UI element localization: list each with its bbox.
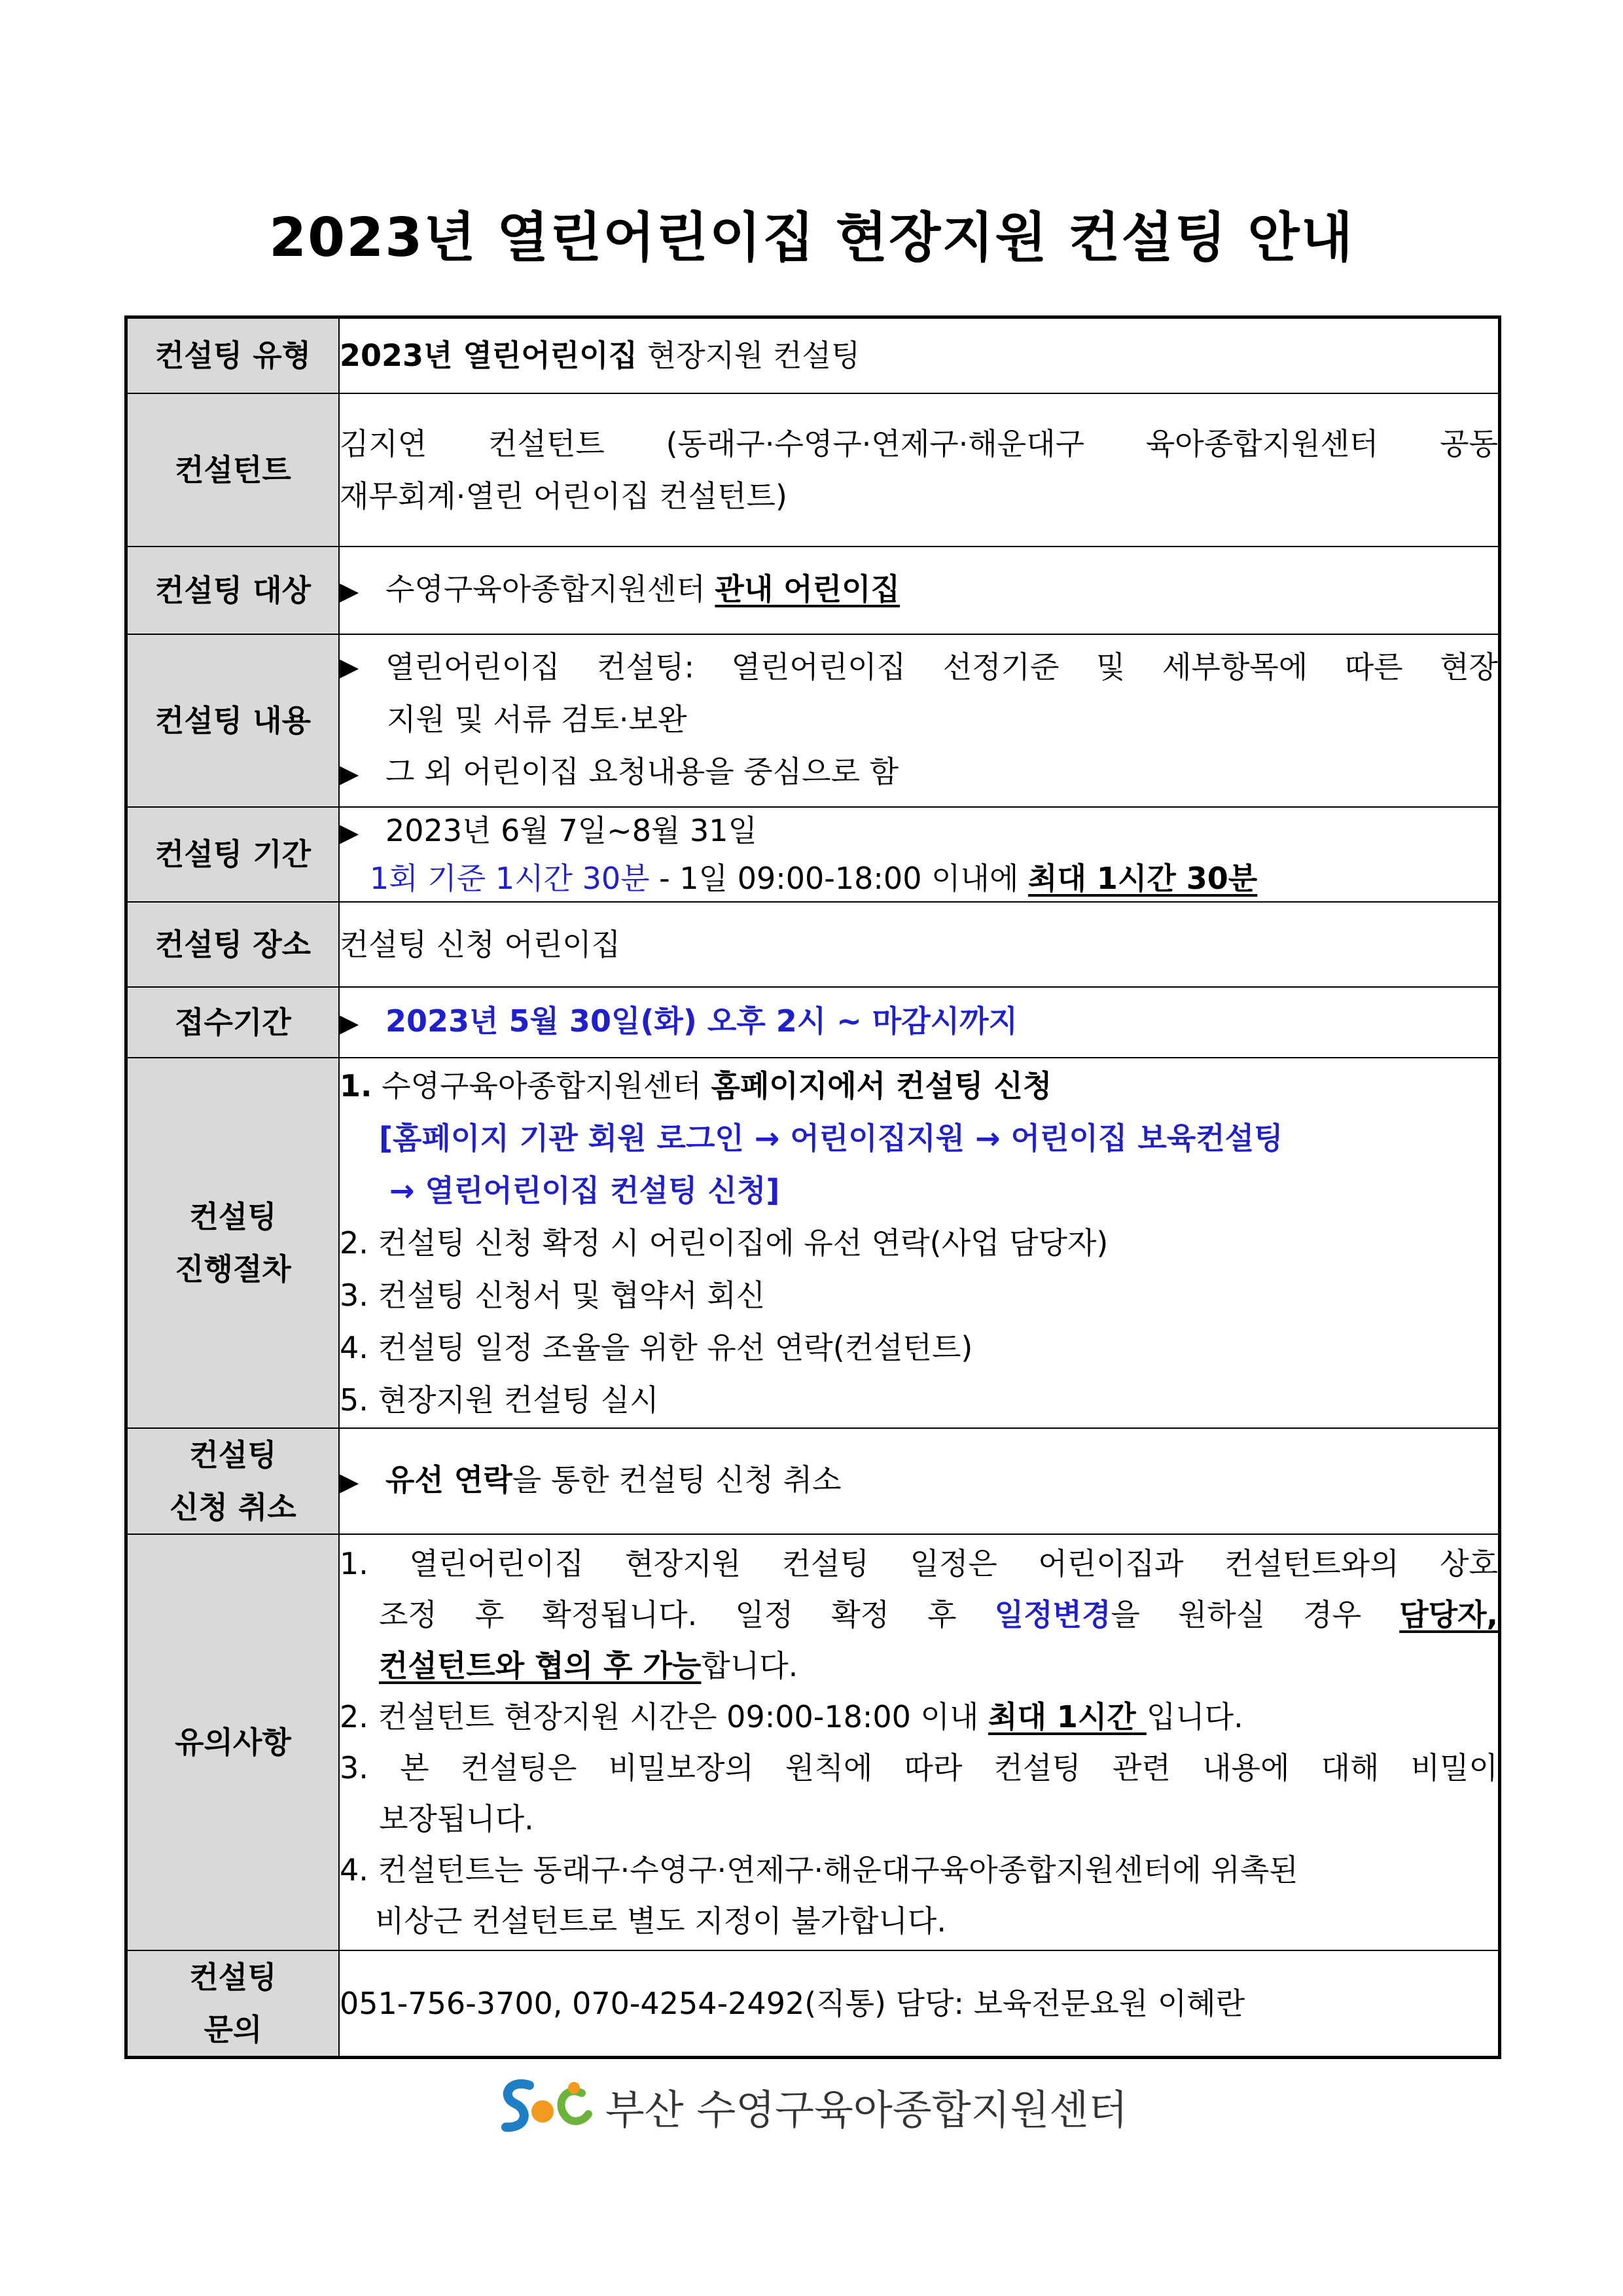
- period-blue: 1회 기준 1시간 30분: [370, 860, 650, 896]
- note4-line1: 4. 컨설턴트는 동래구·수영구·연제구·해운대구육아종합지원센터에 위촉된: [340, 1852, 1298, 1888]
- footer: [0, 2073, 1623, 2139]
- row-label: [126, 1058, 340, 1428]
- row-place: [126, 902, 1500, 987]
- row-content-desc: [126, 634, 1500, 807]
- note1-line2: 조정 후 확정됩니다. 일정 확정 후 일정변경을 원하실 경우 담당자,: [379, 1596, 1498, 1632]
- row-reception: [126, 987, 1500, 1058]
- row-cancel: [126, 1428, 1500, 1534]
- consultant-line2: 재무회계·열린 어린이집 컨설턴트): [340, 478, 787, 514]
- procedure-label2: 진행절차: [175, 1251, 291, 1287]
- bullet-triangle-icon: ▶: [340, 817, 359, 847]
- row-content: [339, 807, 1500, 902]
- consultant-line1: 김지연 컨설턴트 (동래구·수영구·연제구·해운대구 육아종합지원센터 공동: [340, 425, 1498, 461]
- row-target: [126, 547, 1500, 634]
- row-content: [339, 634, 1500, 807]
- step1-num: 1.: [340, 1067, 372, 1103]
- center-name: 부산 수영구육아종합지원센터: [605, 2085, 1128, 2134]
- period-dates: 2023년 6월 7일~8월 31일: [385, 812, 757, 848]
- step2: 2. 컨설팅 신청 확정 시 어린이집에 유선 연락(사업 담당자): [340, 1225, 1109, 1261]
- row-content: [339, 547, 1500, 634]
- reception-text: 2023년 5월 30일(화) 오후 2시 ~ 마감시까지: [385, 1003, 1018, 1039]
- type-bold: 2023년 열린어린이집: [340, 338, 638, 374]
- row-content: [339, 1058, 1500, 1428]
- bullet-triangle-icon: ▶: [340, 577, 359, 605]
- row-content: [339, 393, 1500, 547]
- type-rest: 현장지원 컨설팅: [637, 338, 861, 374]
- cancel-rest: 을 통한 컨설팅 신청 취소: [512, 1462, 842, 1498]
- row-period: [126, 807, 1500, 902]
- row-label: 컨설팅 내용: [126, 634, 340, 807]
- period-emph: 최대 1시간 30분: [1028, 860, 1258, 896]
- page-title: 2023년 열린어린이집 현장지원 컨설팅 안내: [269, 207, 1354, 269]
- cancel-bold: 유선 연락: [385, 1462, 512, 1498]
- step1-bold: 홈페이지에서 컨설팅 신청: [711, 1067, 1052, 1103]
- bullet-triangle-icon: ▶: [340, 1467, 359, 1496]
- bullet-triangle-icon: ▶: [340, 759, 359, 788]
- row-label: 컨설턴트: [126, 393, 340, 547]
- procedure-label1: 컨설팅: [189, 1198, 277, 1234]
- place-text: 컨설팅 신청 어린이집: [340, 926, 621, 962]
- center-logo-icon: [495, 2073, 594, 2139]
- note1-line3: 컨설턴트와 협의 후 가능합니다.: [379, 1647, 798, 1683]
- note4-line2: 비상근 컨설턴트로 별도 지정이 불가합니다.: [375, 1903, 946, 1939]
- row-content: [339, 902, 1500, 987]
- row-content: [339, 1950, 1500, 2058]
- content-line1: 열린어린이집 컨설팅: 열린어린이집 선정기준 및 세부항목에 따른 현장: [385, 649, 1498, 685]
- step4: 4. 컨설팅 일정 조율을 위한 유선 연락(컨설턴트): [340, 1329, 973, 1365]
- step5: 5. 현장지원 컨설팅 실시: [340, 1382, 659, 1418]
- step1-path2: → 열린어린이집 컨설팅 신청]: [389, 1172, 780, 1208]
- note1-line1: 1. 열린어린이집 현장지원 컨설팅 일정은 어린이집과 컨설턴트와의 상호: [340, 1545, 1498, 1581]
- target-emph: 관내 어린이집: [715, 571, 901, 607]
- note2: 2. 컨설턴트 현장지원 시간은 09:00-18:00 이내 최대 1시간 입니다.: [340, 1698, 1243, 1734]
- row-content: [339, 317, 1500, 393]
- row-consultant: [126, 393, 1500, 547]
- bullet-triangle-icon: ▶: [340, 653, 359, 681]
- row-procedure: [126, 1058, 1500, 1428]
- step1-path1: [홈페이지 기관 회원 로그인 → 어린이집지원 → 어린이집 보육컨설팅: [379, 1120, 1283, 1156]
- step3: 3. 컨설팅 신청서 및 협약서 회신: [340, 1277, 766, 1313]
- row-notes: [126, 1534, 1500, 1950]
- row-label: 컨설팅 대상: [126, 547, 340, 634]
- row-type: [126, 317, 1500, 393]
- contact-label2: 문의: [204, 2011, 262, 2047]
- row-content: [339, 1534, 1500, 1950]
- cancel-label2: 신청 취소: [169, 1489, 296, 1525]
- period-mid: - 1일 09:00-18:00 이내에: [649, 860, 1029, 896]
- row-label: 컨설팅 유형: [126, 317, 340, 393]
- content-line2: 지원 및 서류 검토·보완: [387, 702, 687, 737]
- row-label: 컨설팅 기간: [126, 807, 340, 902]
- content-line3: 그 외 어린이집 요청내용을 중심으로 함: [385, 754, 899, 789]
- row-label: 컨설팅 장소: [126, 902, 340, 987]
- contact-label1: 컨설팅: [189, 1959, 277, 1995]
- target-text: 수영구육아종합지원센터: [385, 571, 715, 607]
- consulting-info-table: [124, 315, 1501, 2059]
- row-contact: [126, 1950, 1500, 2058]
- bullet-triangle-icon: ▶: [340, 1009, 359, 1037]
- note3-line2: 보장됩니다.: [379, 1801, 534, 1837]
- row-label: [126, 1428, 340, 1534]
- note3-line1: 3. 본 컨설팅은 비밀보장의 원칙에 따라 컨설팅 관련 내용에 대해 비밀이: [340, 1749, 1498, 1785]
- cancel-label1: 컨설팅: [189, 1437, 277, 1473]
- step1-text: 수영구육아종합지원센터: [372, 1067, 711, 1103]
- row-label: 접수기간: [126, 987, 340, 1058]
- row-content: [339, 987, 1500, 1058]
- row-label: 유의사항: [126, 1534, 340, 1950]
- row-content: [339, 1428, 1500, 1534]
- contact-text: 051-756-3700, 070-4254-2492(직통) 담당: 보육전문요원 이혜란: [340, 1985, 1245, 2021]
- row-label: [126, 1950, 340, 2058]
